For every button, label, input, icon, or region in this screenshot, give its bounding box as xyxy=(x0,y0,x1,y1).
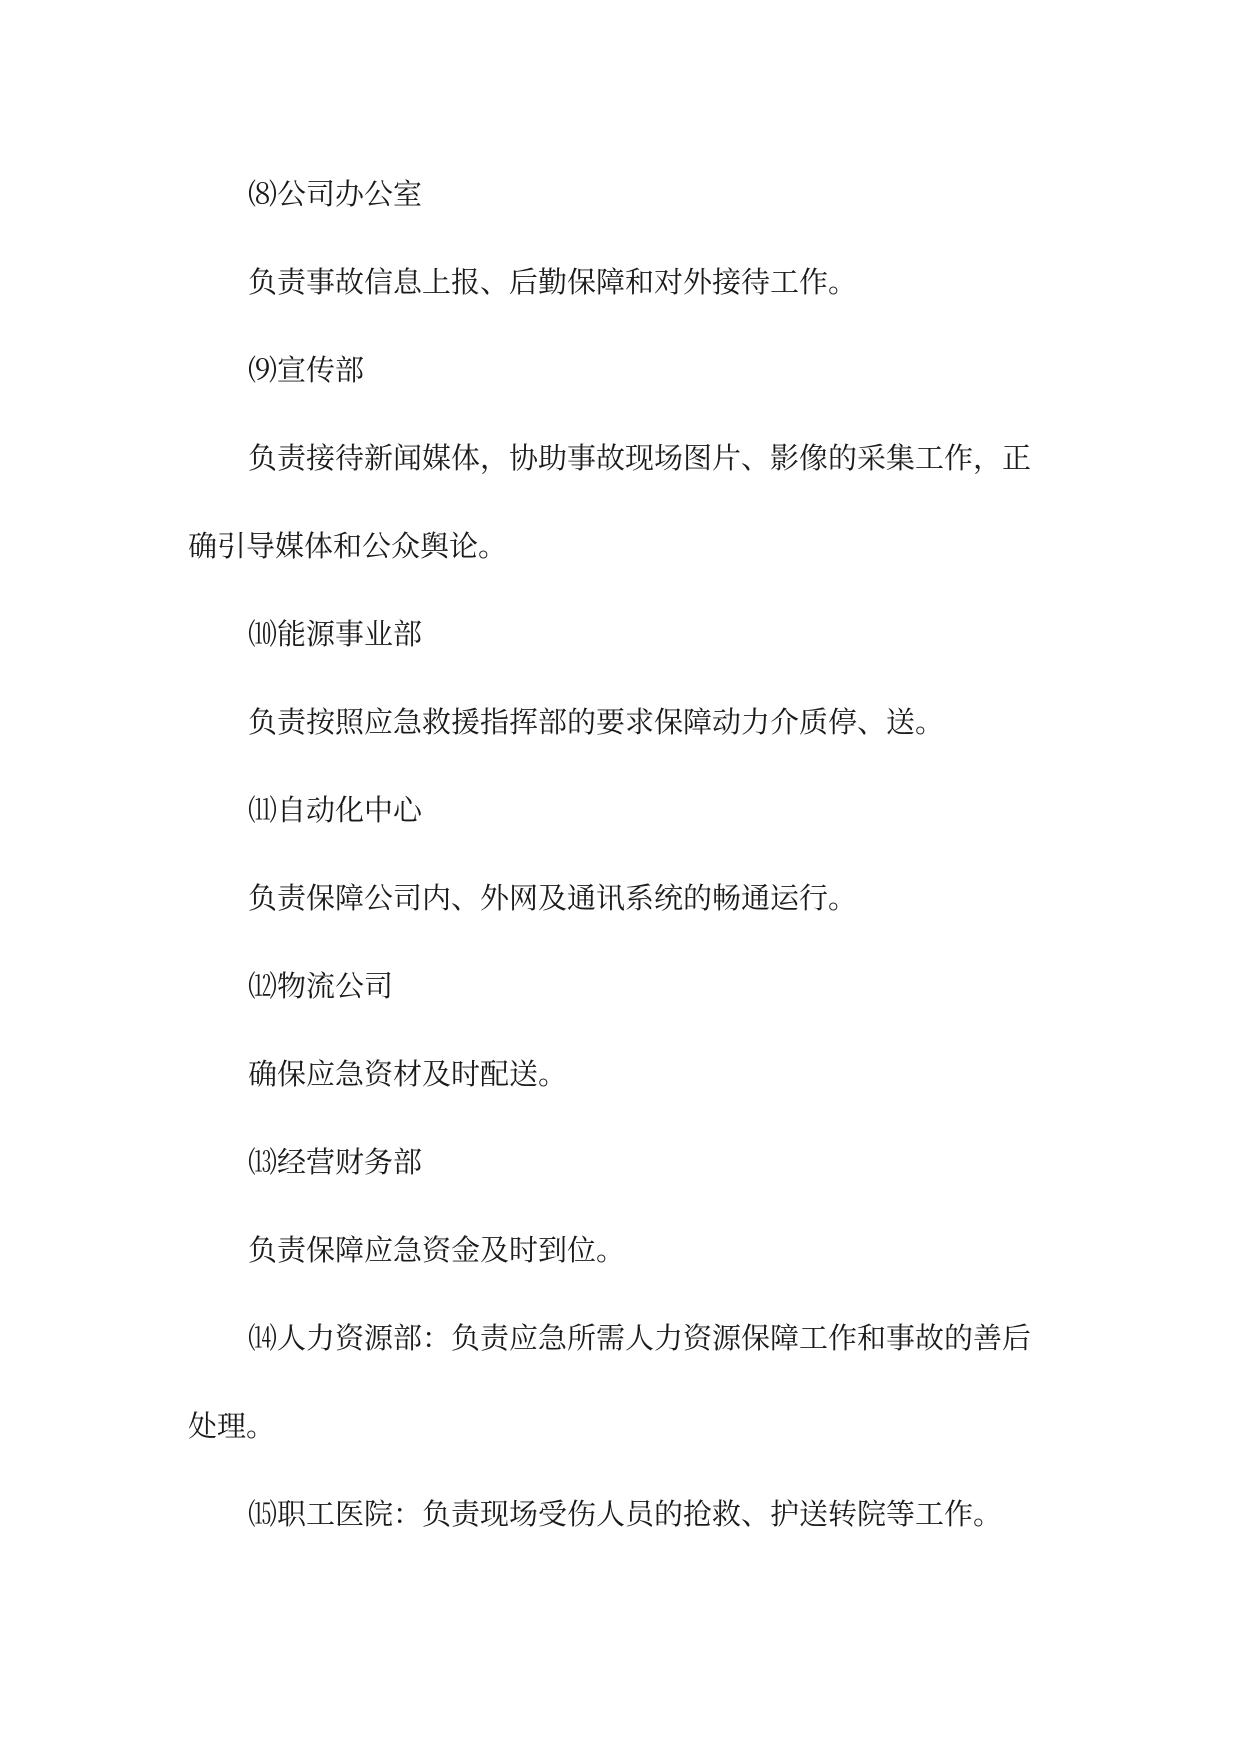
section-hospital: ⒂职工医院：负责现场受伤人员的抢救、护送转院等工作。 xyxy=(248,1497,1003,1531)
section-heading-finance: ⒀经营财务部 xyxy=(248,1145,423,1179)
section-heading-office: ⑻公司办公室 xyxy=(248,177,423,211)
section-heading-energy: ⑽能源事业部 xyxy=(248,617,423,651)
section-text-finance: 负责保障应急资金及时到位。 xyxy=(248,1233,626,1267)
section-text-energy: 负责按照应急救援指挥部的要求保障动力介质停、送。 xyxy=(248,705,945,739)
section-hr: ⒁人力资源部：负责应急所需人力资源保障工作和事故的善后处理。 xyxy=(188,1321,1032,1443)
document-body xyxy=(188,150,1058,1558)
section-heading-publicity: ⑼宣传部 xyxy=(248,353,365,387)
section-text-logistics: 确保应急资材及时配送。 xyxy=(248,1057,568,1091)
section-heading-automation: ⑾自动化中心 xyxy=(248,793,423,827)
section-text-office: 负责事故信息上报、后勤保障和对外接待工作。 xyxy=(248,265,858,299)
section-text-publicity: 负责接待新闻媒体，协助事故现场图片、影像的采集工作，正确引导媒体和公众舆论。 xyxy=(188,441,1032,563)
section-heading-logistics: ⑿物流公司 xyxy=(248,969,394,1003)
section-text-automation: 负责保障公司内、外网及通讯系统的畅通运行。 xyxy=(248,881,858,915)
